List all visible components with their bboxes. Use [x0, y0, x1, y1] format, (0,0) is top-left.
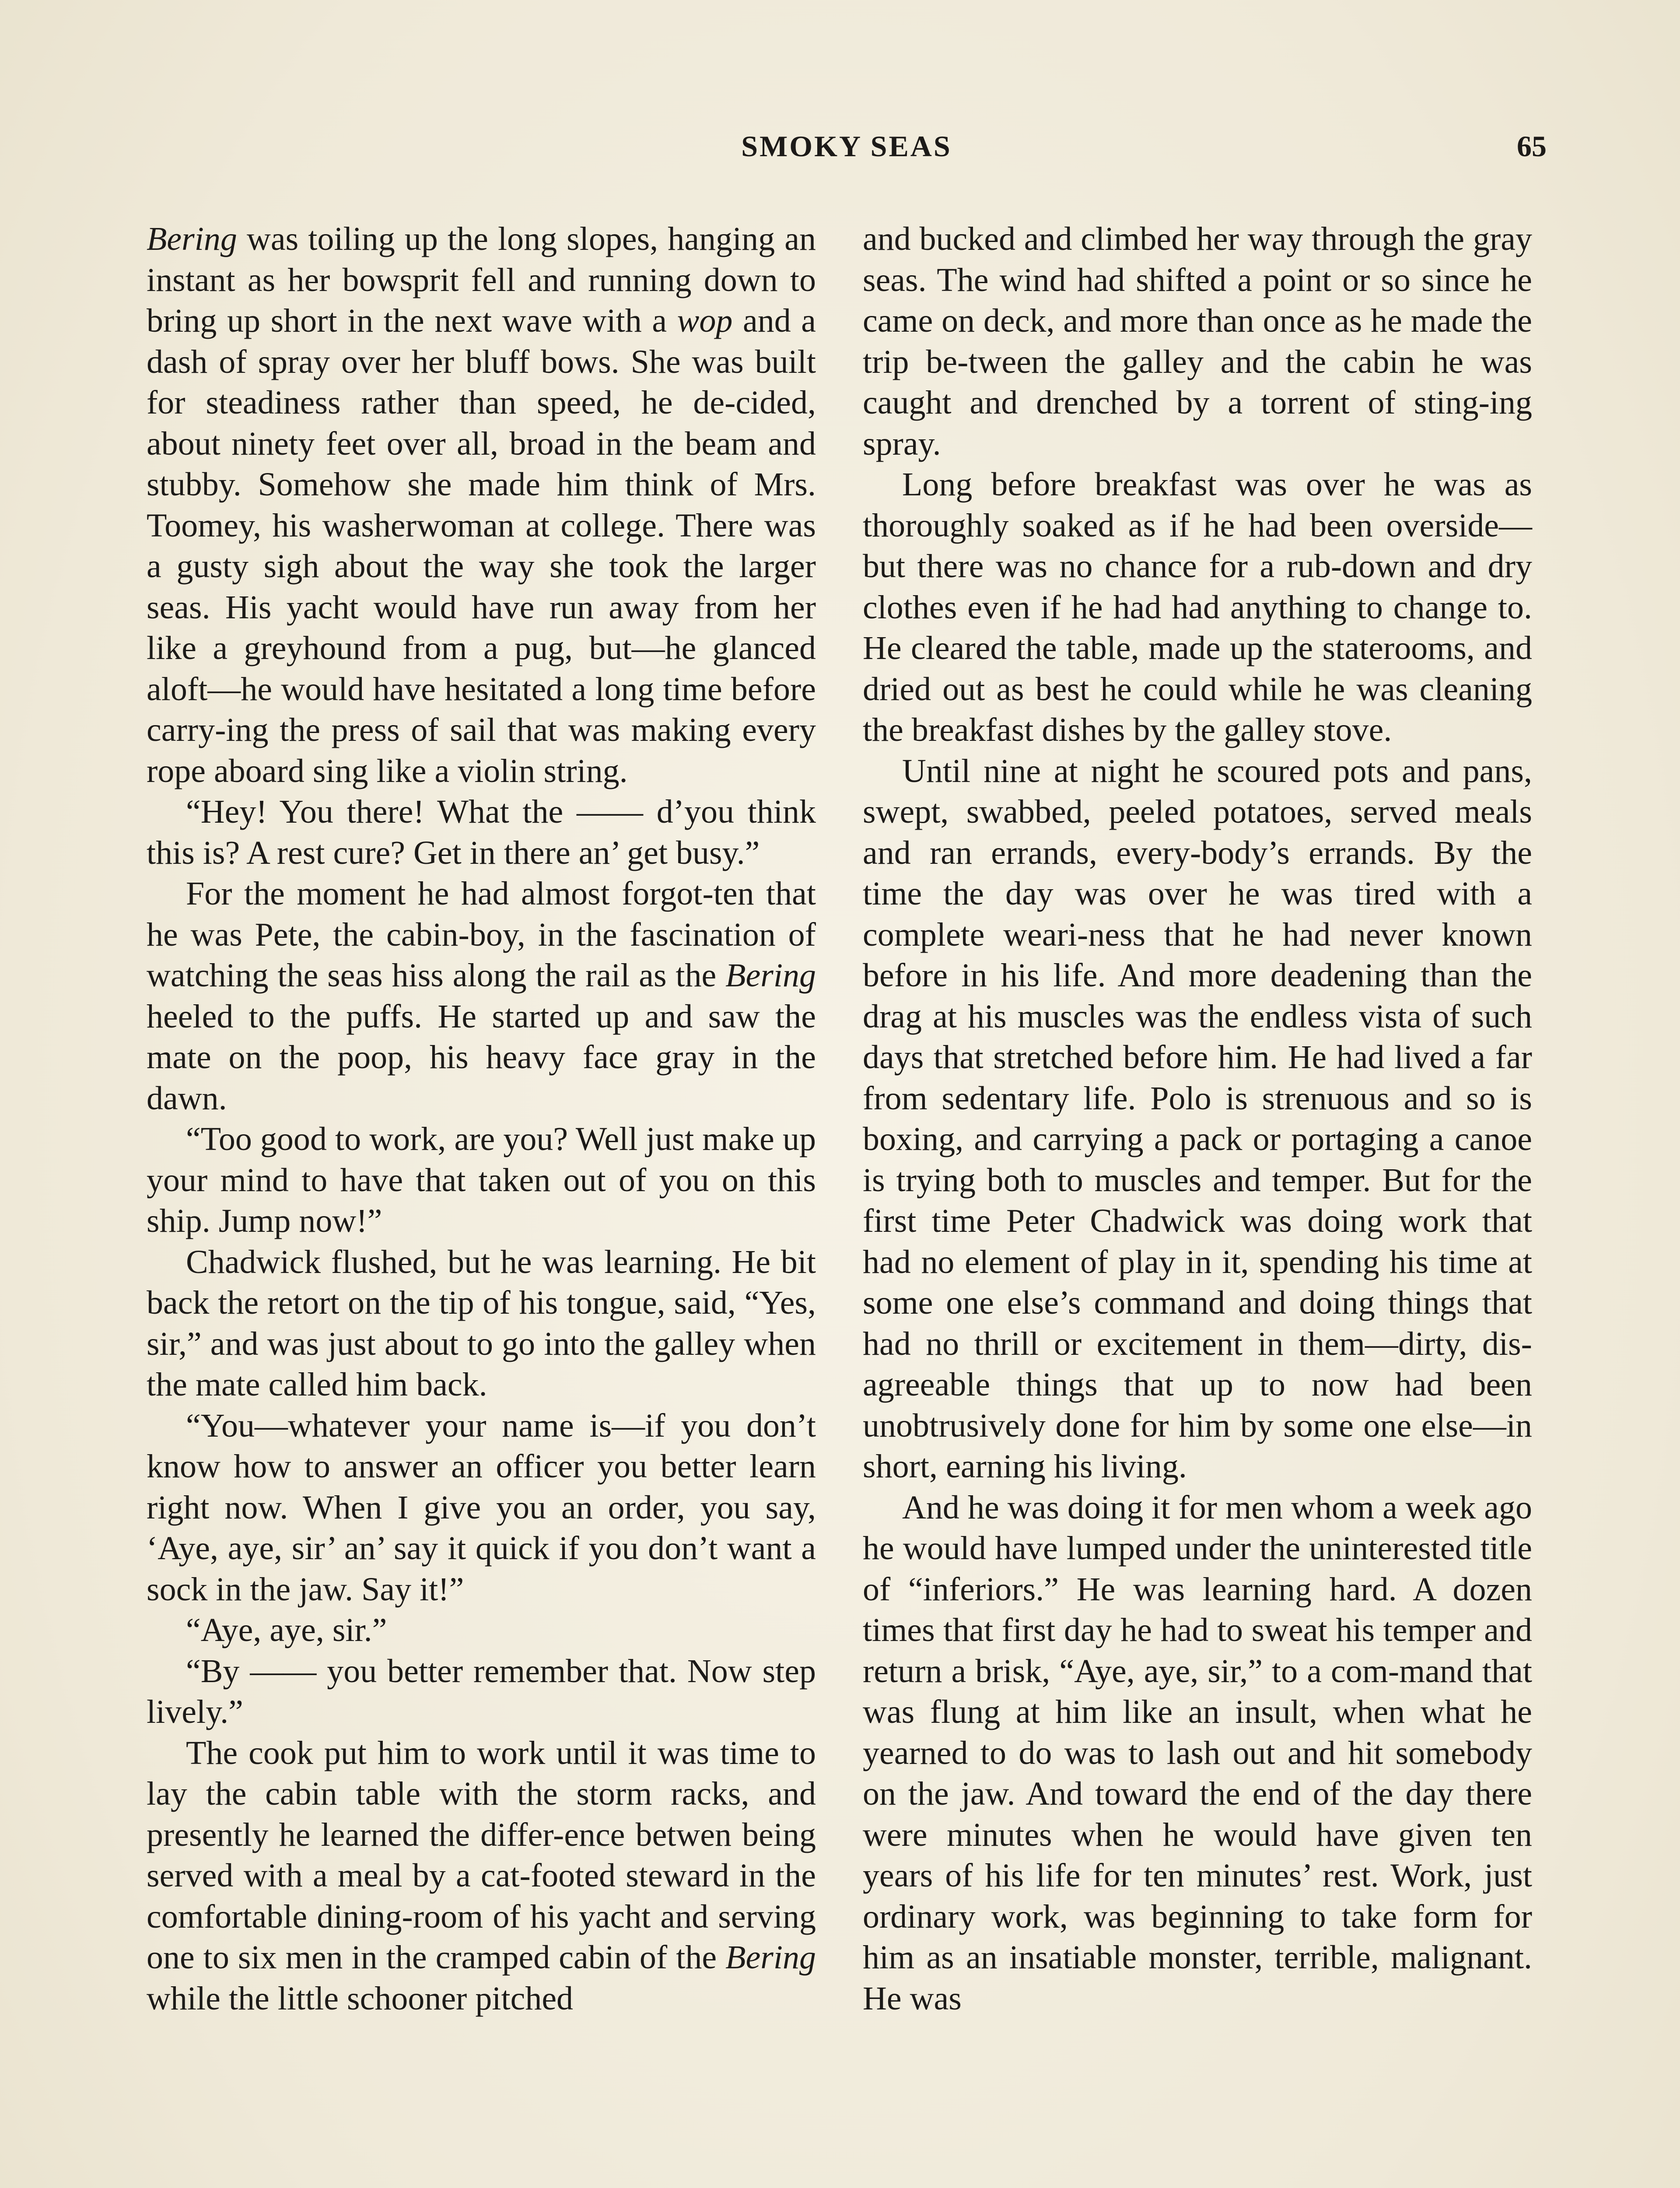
running-title: SMOKY SEAS — [741, 130, 952, 163]
text-run: “Too good to work, are you? Well just make up your mind to have that taken out of you on this ship. Jump now!” — [147, 1121, 816, 1239]
left-column — [147, 219, 816, 2019]
paragraph — [147, 1406, 816, 1610]
text-run: The cook put him to work until it was time to lay the cabin table with the storm racks, and presently he learned the differ-​ence betwen being served with a meal by a cat-footed steward in the comfortable dining-room of his yacht and serving one to six men in the cramped cabin of the — [147, 1734, 816, 1976]
paragraph — [863, 219, 1532, 464]
page-number: 65 — [1517, 130, 1547, 163]
paragraph — [147, 1610, 816, 1651]
running-head — [147, 129, 1547, 182]
text-run: Until nine at night he scoured pots and pans, swept, swabbed, peeled potatoes, served meals and ran errands, every-​body’s errands. By the time the day was over he was tired with a complete weari-​ness that he had never known before in his life. And more deadening than the drag at his muscles was the endless vista of such days that stretched before him. He had lived a far from sedentary life. Polo is strenuous and so is boxing, and carrying a pack or portaging a canoe is trying both to muscles and temper. But for the first time Peter Chadwick was doing work that had no element of play in it, spending his time at some one else’s command and doing things that had no thrill or excitement in them—dirty, dis-​agreeable things that up to now had been unobtrusively done for him by some one else—in short, earning his living. — [863, 752, 1532, 1485]
italic-text: Bering — [147, 221, 237, 257]
paragraph — [147, 1651, 816, 1733]
italic-text: Bering — [725, 1939, 816, 1976]
text-run: Long before breakfast was over he was as thoroughly soaked as if he had been overside—but there was no chance for a rub-down and dry clothes even if he had had anything to change to. He cleared the table, made up the staterooms, and dried out as best he could while he was cleaning the breakfast dishes by the galley stove. — [863, 466, 1532, 748]
text-run: and a dash of spray over her bluff bows. She was built for steadiness rather than speed, he de-​cided, about ninety feet over all, broad in the beam and stubby. Somehow she made him think of Mrs. Toomey, his washerwoman at college. There was a gusty sigh about the way she took the larger seas. His yacht would have run away from her like a greyhound from a pug, but—he glanced aloft—he would have hesitated a long time before carry-​ing the press of sail that was making every rope aboard sing like a violin string. — [147, 302, 816, 789]
italic-text: wop — [677, 302, 733, 339]
paragraph — [147, 219, 816, 792]
text-run: and bucked and climbed her way through the gray seas. The wind had shifted a point or so since he came on deck, and more than once as he made the trip be-​tween the galley and the cabin he was caught and drenched by a torrent of sting-​ing spray. — [863, 221, 1532, 462]
paragraph — [863, 751, 1532, 1487]
text-run: heeled to the puffs. He started up and saw the mate on the poop, his heavy face gray in the dawn. — [147, 998, 816, 1117]
text-run: while the little schooner pitched — [147, 1980, 574, 2017]
text-run: For the moment he had almost forgot-​ten that he was Pete, the cabin-boy, in the fascination of watching the seas hiss along the rail as the — [147, 875, 816, 994]
right-column — [863, 219, 1532, 2019]
paragraph — [863, 1487, 1532, 2020]
text-run: And he was doing it for men whom a week ago he would have lumped under the uninterested title of “inferiors.” He was learning hard. A dozen times that first day he had to sweat his temper and return a brisk, “Aye, aye, sir,” to a com-​mand that was flung at him like an insult, when what he yearned to do was to lash out and hit somebody on the jaw. And toward the end of the day there were minutes when he would have given ten years of his life for ten minutes’ rest. Work, just ordinary work, was beginning to take form for him as an insatiable monster, terrible, malignant. He was — [863, 1489, 1532, 2017]
paragraph — [147, 1733, 816, 2020]
paragraph — [863, 464, 1532, 751]
text-run: “By —— you better remember that. Now step lively.” — [147, 1652, 816, 1730]
text-run: was toiling up the long slopes, hanging an instant as her bowsprit fell and running down to bring up short in the next wave with a — [147, 221, 816, 339]
text-run: Chadwick flushed, but he was learning. He bit back the retort on the tip of his tongue, said, “Yes, sir,” and was just about to go into the galley when the mate called him back. — [147, 1243, 816, 1403]
paragraph — [147, 1242, 816, 1406]
italic-text: Bering — [725, 957, 816, 994]
paragraph — [147, 1119, 816, 1242]
paragraph — [147, 792, 816, 873]
paragraph — [147, 873, 816, 1119]
text-run: “Aye, aye, sir.” — [186, 1612, 387, 1648]
text-run: “Hey! You there! What the —— d’you think this is? A rest cure? Get in there an’ get busy.” — [147, 793, 816, 871]
text-run: “You—whatever your name is—if you don’t know how to answer an officer you better learn right now. When I give you an order, you say, ‘Aye, aye, sir’ an’ say it quick if you don’t want a sock in the jaw. Say it!” — [147, 1407, 816, 1608]
